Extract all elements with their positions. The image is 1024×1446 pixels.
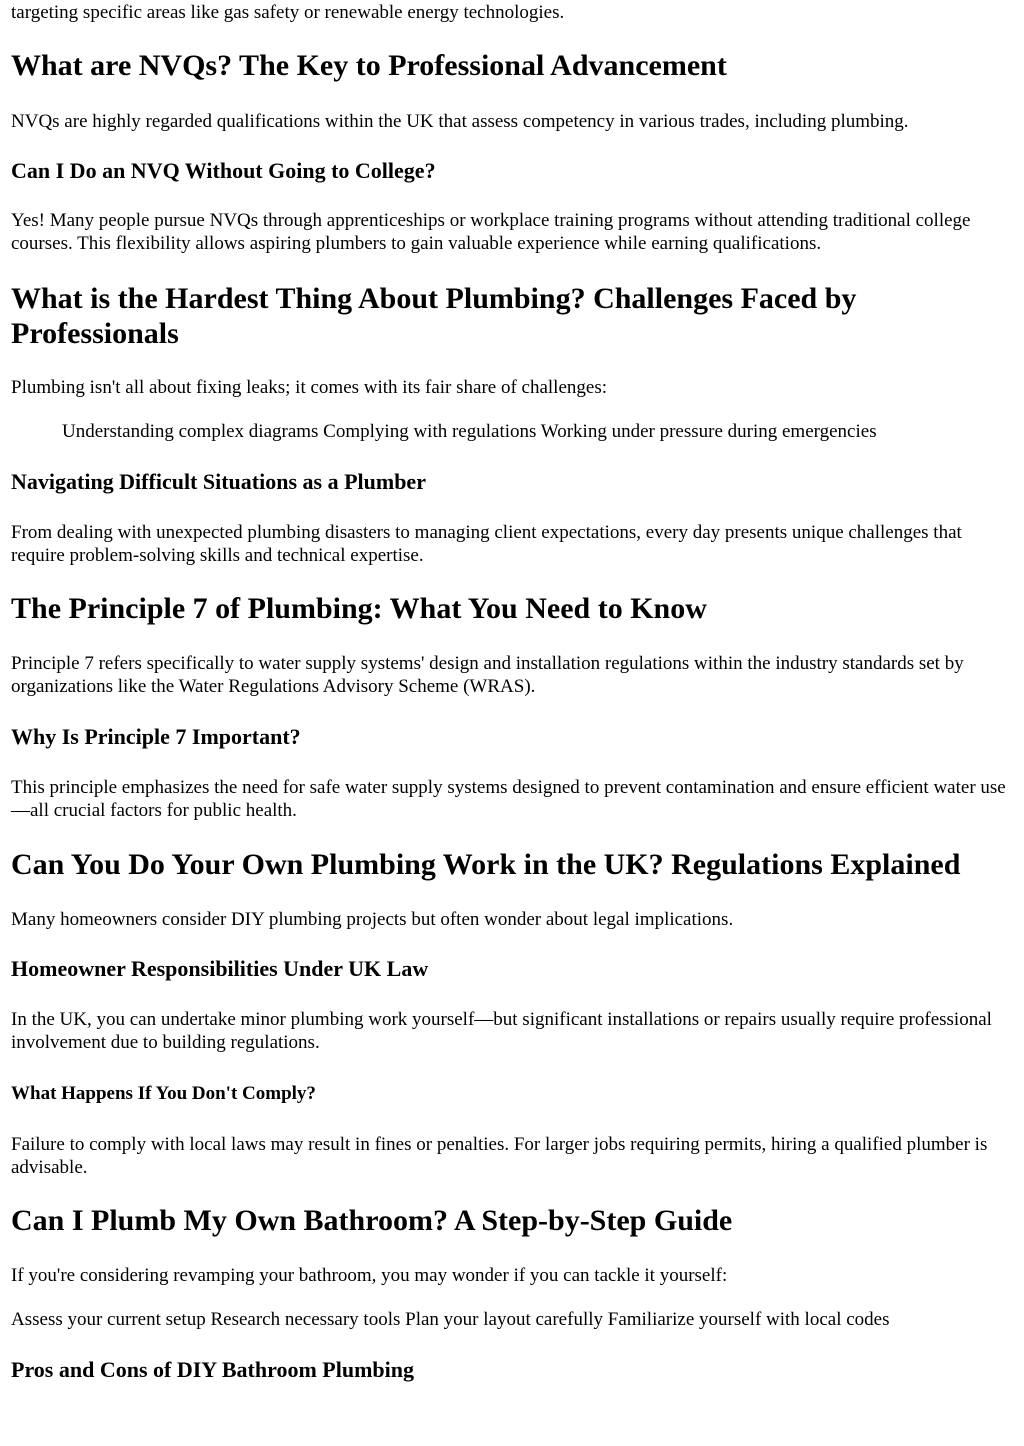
list-challenges: Understanding complex diagrams Complying with regulations Working under pressure during emergencies xyxy=(62,421,877,442)
heading-nvq-without-college: Can I Do an NVQ Without Going to College? xyxy=(11,158,436,183)
heading-principle-7: The Principle 7 of Plumbing: What You Need to Know xyxy=(11,592,707,625)
heading-nvqs: What are NVQs? The Key to Professional Advancement xyxy=(11,49,727,82)
paragraph-navigating-situations: From dealing with unexpected plumbing disasters to managing client expectations, every day presents unique challenges that require problem-solving skills and technical expertise. xyxy=(11,522,962,566)
heading-own-plumbing-work: Can You Do Your Own Plumbing Work in the UK? Regulations Explained xyxy=(11,848,961,881)
heading-why-principle-7: Why Is Principle 7 Important? xyxy=(11,724,301,749)
heading-pros-cons-diy: Pros and Cons of DIY Bathroom Plumbing xyxy=(11,1357,414,1382)
heading-dont-comply: What Happens If You Don't Comply? xyxy=(11,1083,316,1104)
heading-plumb-own-bathroom: Can I Plumb My Own Bathroom? A Step-by-Step Guide xyxy=(11,1204,733,1237)
heading-homeowner-responsibilities: Homeowner Responsibilities Under UK Law xyxy=(11,956,429,981)
paragraph-hardest-thing: Plumbing isn't all about fixing leaks; it comes with its fair share of challenges: xyxy=(11,377,608,398)
paragraph-nvqs: NVQs are highly regarded qualifications within the UK that assess competency in various trades, including plumbing. xyxy=(11,111,909,132)
paragraph-own-plumbing-work: Many homeowners consider DIY plumbing projects but often wonder about legal implications. xyxy=(11,909,734,930)
paragraph-homeowner-responsibilities: In the UK, you can undertake minor plumbing work yourself—but significant installations or repairs usually require professional involvement due to building regulations. xyxy=(11,1009,992,1053)
paragraph-why-principle-7: This principle emphasizes the need for safe water supply systems designed to prevent contamination and ensure efficient water use—all crucial factors for public health. xyxy=(11,777,1006,821)
list-bathroom-steps: Assess your current setup Research necessary tools Plan your layout carefully Familiarize yourself with local codes xyxy=(11,1309,890,1330)
heading-hardest-thing: What is the Hardest Thing About Plumbing? Challenges Faced by Professionals xyxy=(11,282,857,350)
paragraph-nvq-without-college: Yes! Many people pursue NVQs through apprenticeships or workplace training programs without attending traditional college courses. This flexibility allows aspiring plumbers to gain valuable experience while earning qualifications. xyxy=(11,210,971,254)
paragraph-plumb-own-bathroom: If you're considering revamping your bathroom, you may wonder if you can tackle it yourself: xyxy=(11,1265,728,1286)
heading-navigating-situations: Navigating Difficult Situations as a Plumber xyxy=(11,469,426,494)
paragraph-dont-comply: Failure to comply with local laws may result in fines or penalties. For larger jobs requiring permits, hiring a qualified plumber is advisable. xyxy=(11,1134,988,1178)
paragraph-principle-7: Principle 7 refers specifically to water supply systems' design and installation regulations within the industry standards set by organizations like the Water Regulations Advisory Scheme (WRAS). xyxy=(11,653,964,697)
intro-paragraph-tail: targeting specific areas like gas safety or renewable energy technologies. xyxy=(11,2,565,23)
